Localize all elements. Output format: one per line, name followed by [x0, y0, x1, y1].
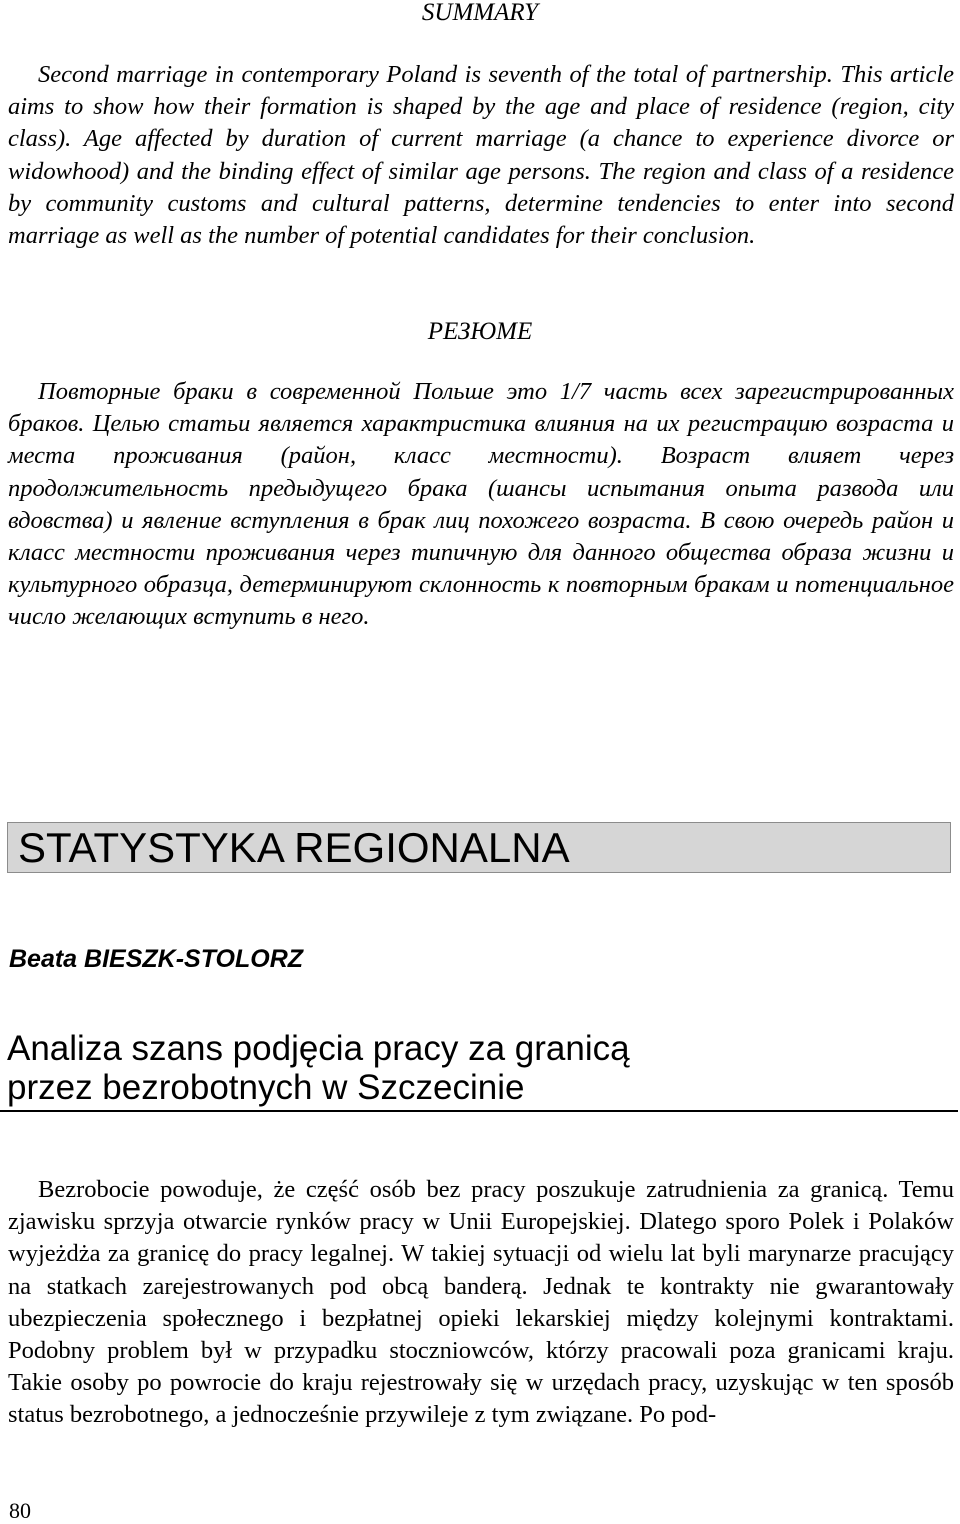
section-banner: STATYSTYKA REGIONALNA: [7, 822, 951, 873]
page-number: 80: [9, 1498, 31, 1523]
rezume-paragraph: Повторные браки в современной Польше это 1/7 часть всех зарегистрированных браков. Целью статьи является характристика влияния на их регистрацию возраста и места проживания (район, класс местности). Возраст влияет через продолжительность предыдущего брака (шансы испытания опыта развода или вдовства) и явление вступления в брак лиц похожего возраста. В свою очередь район и класс местности проживания через типичную для данного общества образа жизни и культурного образца, детерминируют склонность к повторным бракам и потенциальное число желающих вступить в него.: [8, 378, 954, 631]
article-title-line-2: przez bezrobotnych w Szczecinie: [7, 1068, 525, 1107]
article-author: Beata BIESZK-STOLORZ: [9, 945, 304, 973]
title-divider: [0, 1110, 958, 1112]
rezume-heading: РЕЗЮМЕ: [427, 318, 533, 345]
summary-paragraph: Second marriage in contemporary Poland is seventh of the total of partnership. This article aims to show how their formation is shaped by the age and place of residence (region, city class). Age affected by duration of current marriage (a chance to experience divorce or widowhood) and the binding effect of similar age persons. The region and class of a residence by community customs and cultural patterns, determine tendencies to enter into second marriage as well as the number of potential candidates for their conclusion.: [8, 61, 954, 250]
summary-heading: SUMMARY: [421, 0, 539, 26]
article-title-line-1: Analiza szans podjęcia pracy za granicą: [7, 1029, 630, 1068]
article-body-paragraph: Bezrobocie powoduje, że część osób bez pracy poszukuje zatrudnienia za granicą. Temu zjawisku sprzyja otwarcie rynków pracy w Unii Europejskiej. Dlatego sporo Polek i Polaków wyjeżdża za granicę do pracy legalnej. W takiej sytuacji od wielu lat byli marynarze pracujący na statkach zarejestrowanych pod obcą banderą. Jednak te kontrakty nie gwarantowały ubezpieczenia społecznego i bezpłatnej opieki lekarskiej między kolejnymi kontraktami. Podobny problem był w przypadku stoczniowców, którzy pracowali poza granicami kraju. Takie osoby po powrocie do kraju rejestrowały się w urzędach pracy, uzyskując w ten sposób status bezrobotnego, a jednocześnie przywileje z tym związane. Po pod-: [8, 1176, 954, 1429]
article-title: [7, 1029, 952, 1107]
